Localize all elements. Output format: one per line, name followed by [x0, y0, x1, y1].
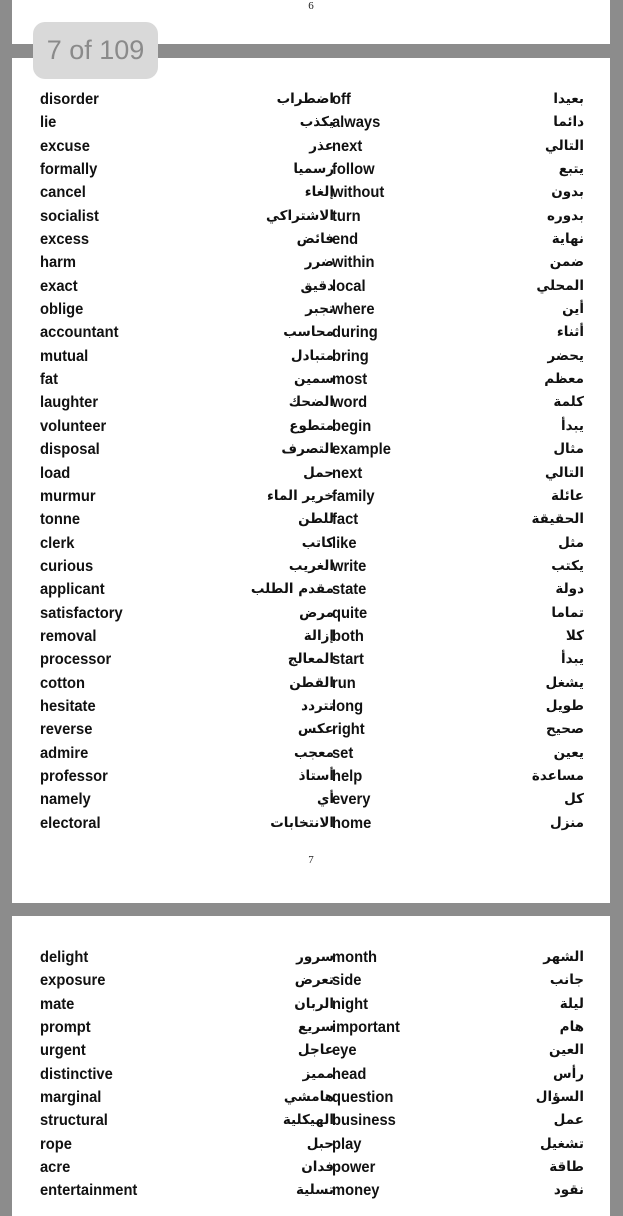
english-word: fact: [332, 511, 359, 529]
arabic-translation: يكذب: [299, 114, 334, 131]
english-word: reverse: [40, 721, 93, 739]
vocab-row: [12, 672, 610, 695]
arabic-translation: المعالج: [287, 651, 334, 668]
arabic-translation: معظم: [544, 371, 584, 388]
english-word: next: [332, 464, 363, 482]
current-page: [12, 58, 610, 903]
arabic-translation: العين: [549, 1042, 584, 1059]
arabic-translation: عاجل: [297, 1042, 334, 1059]
english-word: cancel: [40, 184, 86, 202]
vocab-row: [12, 345, 610, 368]
english-word: satisfactory: [40, 604, 123, 622]
english-word: lie: [40, 114, 57, 132]
arabic-translation: الشهر: [543, 949, 584, 965]
arabic-translation: أثناء: [556, 324, 584, 341]
arabic-translation: المحلي: [536, 277, 584, 294]
arabic-translation: الضحك: [288, 394, 334, 411]
vocab-row: [12, 88, 610, 111]
arabic-translation: سريع: [298, 1019, 334, 1036]
english-word: next: [332, 137, 363, 155]
arabic-translation: مقدم الطلب: [250, 581, 334, 598]
vocab-row: [12, 415, 610, 438]
english-word: important: [332, 1019, 400, 1037]
arabic-translation: بدوره: [547, 207, 584, 224]
arabic-translation: تتردد: [301, 697, 334, 714]
english-word: load: [40, 464, 71, 482]
arabic-translation: يبدأ: [560, 651, 584, 668]
english-word: state: [332, 581, 367, 599]
vocab-row: [12, 1086, 610, 1109]
english-word: bring: [332, 347, 369, 365]
english-word: money: [332, 1182, 380, 1200]
vocab-row: [12, 391, 610, 414]
english-word: run: [332, 674, 356, 692]
english-word: namely: [40, 791, 91, 809]
next-page: [12, 916, 610, 1216]
vocab-row: [12, 368, 610, 391]
arabic-translation: التالي: [544, 464, 584, 481]
arabic-translation: منزل: [550, 814, 584, 831]
arabic-translation: حمل: [303, 464, 334, 481]
english-word: murmur: [40, 487, 96, 505]
vocab-row: [12, 718, 610, 741]
english-word: begin: [332, 417, 372, 435]
arabic-translation: مثل: [558, 534, 584, 551]
english-word: question: [332, 1089, 394, 1107]
arabic-translation: أي: [316, 791, 334, 808]
vocabulary-list: [12, 946, 610, 1203]
arabic-translation: مثال: [553, 441, 584, 458]
vocab-row: [12, 111, 610, 134]
english-word: distinctive: [40, 1065, 113, 1083]
vocab-row: [12, 578, 610, 601]
arabic-translation: الانتخابات: [270, 814, 334, 831]
vocab-row: [12, 765, 610, 788]
english-word: long: [332, 697, 364, 715]
english-word: professor: [40, 767, 108, 785]
english-word: cotton: [40, 674, 85, 692]
vocab-row: [12, 532, 610, 555]
english-word: eye: [332, 1042, 357, 1060]
arabic-translation: تعرض: [294, 972, 334, 989]
vocab-row: [12, 555, 610, 578]
english-word: hesitate: [40, 697, 96, 715]
arabic-translation: يتبع: [558, 161, 584, 178]
arabic-translation: كلا: [565, 627, 584, 644]
english-word: word: [332, 394, 368, 412]
arabic-translation: تماما: [551, 604, 584, 621]
arabic-translation: ضمن: [549, 254, 584, 271]
english-word: prompt: [40, 1019, 91, 1037]
english-word: clerk: [40, 534, 75, 552]
vocab-row: [12, 1179, 610, 1202]
vocab-row: [12, 181, 610, 204]
arabic-translation: الربان: [294, 995, 334, 1012]
english-word: curious: [40, 557, 94, 575]
arabic-translation: تشغيل: [540, 1135, 584, 1152]
english-word: exposure: [40, 972, 106, 990]
english-word: write: [332, 557, 367, 575]
english-word: during: [332, 324, 378, 342]
arabic-translation: عائلة: [550, 487, 584, 504]
english-word: socialist: [40, 207, 99, 225]
english-word: where: [332, 301, 375, 319]
arabic-translation: دقيق: [300, 277, 334, 294]
page-indicator-badge: 7 of 109: [33, 22, 158, 79]
vocab-row: [12, 1156, 610, 1179]
english-word: right: [332, 721, 365, 739]
arabic-translation: الحقيقة: [531, 511, 584, 528]
english-word: applicant: [40, 581, 105, 599]
arabic-translation: مساعدة: [531, 767, 584, 784]
english-word: admire: [40, 744, 89, 762]
arabic-translation: حبل: [306, 1135, 334, 1152]
english-word: quite: [332, 604, 368, 622]
arabic-translation: مرض: [299, 604, 334, 621]
english-word: oblige: [40, 301, 84, 319]
vocab-row: [12, 158, 610, 181]
english-word: urgent: [40, 1042, 86, 1060]
english-word: mutual: [40, 347, 89, 365]
arabic-translation: إزالة: [303, 627, 334, 644]
arabic-translation: بعيدا: [553, 91, 584, 107]
arabic-translation: كل: [564, 791, 584, 808]
arabic-translation: تسلية: [295, 1182, 334, 1199]
english-word: both: [332, 627, 364, 645]
english-word: head: [332, 1065, 367, 1083]
vocab-row: [12, 275, 610, 298]
english-word: play: [332, 1135, 362, 1153]
arabic-translation: متطوع: [289, 417, 334, 434]
english-word: formally: [40, 161, 98, 179]
arabic-translation: الغريب: [288, 557, 334, 574]
english-word: disorder: [40, 91, 99, 108]
english-word: every: [332, 791, 371, 809]
english-word: exact: [40, 277, 78, 295]
english-word: removal: [40, 627, 97, 645]
vocab-row: [12, 462, 610, 485]
vocab-row: [12, 485, 610, 508]
english-word: rope: [40, 1135, 72, 1153]
english-word: acre: [40, 1159, 71, 1177]
arabic-translation: نهاية: [551, 231, 584, 248]
english-word: mate: [40, 995, 75, 1013]
arabic-translation: أين: [562, 301, 584, 318]
english-word: electoral: [40, 814, 101, 832]
arabic-translation: اضطراب: [276, 91, 334, 107]
english-word: marginal: [40, 1089, 102, 1107]
english-word: volunteer: [40, 417, 107, 435]
english-word: laughter: [40, 394, 99, 412]
vocab-row: [12, 742, 610, 765]
english-word: disposal: [40, 441, 100, 459]
arabic-translation: معجب: [294, 744, 334, 761]
english-word: start: [332, 651, 364, 669]
arabic-translation: يشغل: [545, 674, 584, 691]
english-word: excess: [40, 231, 90, 249]
arabic-translation: كاتب: [301, 534, 334, 551]
vocab-row: [12, 1133, 610, 1156]
arabic-translation: سرور: [296, 949, 334, 965]
vocab-row: [12, 1039, 610, 1062]
arabic-translation: مميز: [302, 1065, 334, 1082]
arabic-translation: بدون: [551, 184, 584, 201]
english-word: entertainment: [40, 1182, 138, 1200]
page-number: 7: [308, 854, 314, 866]
vocab-row: [12, 1016, 610, 1039]
arabic-translation: صحيح: [545, 721, 584, 738]
arabic-translation: الاشتراكي: [265, 207, 334, 224]
english-word: help: [332, 767, 363, 785]
english-word: business: [332, 1112, 396, 1130]
english-word: without: [332, 184, 385, 202]
english-word: family: [332, 487, 375, 505]
arabic-translation: السؤال: [535, 1089, 584, 1106]
vocab-row: [12, 625, 610, 648]
vocab-row: [12, 508, 610, 531]
arabic-translation: هامشي: [283, 1089, 334, 1106]
arabic-translation: عمل: [553, 1112, 584, 1129]
english-word: structural: [40, 1112, 108, 1130]
arabic-translation: القطن: [289, 674, 334, 691]
vocab-row: [12, 969, 610, 992]
arabic-translation: دائما: [553, 114, 584, 131]
english-word: example: [332, 441, 391, 459]
arabic-translation: دولة: [555, 581, 584, 598]
english-word: fat: [40, 371, 58, 389]
english-word: delight: [40, 949, 89, 966]
arabic-translation: للطن: [298, 511, 334, 528]
arabic-translation: فدان: [301, 1159, 334, 1176]
vocab-row: [12, 321, 610, 344]
english-word: turn: [332, 207, 361, 225]
english-word: month: [332, 949, 377, 966]
english-word: always: [332, 114, 381, 132]
english-word: set: [332, 744, 354, 762]
arabic-translation: يحضر: [547, 347, 584, 364]
arabic-translation: ليلة: [559, 995, 584, 1012]
english-word: power: [332, 1159, 376, 1177]
vocab-row: [12, 812, 610, 835]
vocab-row: [12, 438, 610, 461]
vocab-row: [12, 602, 610, 625]
vocab-row: [12, 788, 610, 811]
arabic-translation: سمين: [294, 371, 334, 388]
english-word: processor: [40, 651, 112, 669]
page-number: 6: [308, 0, 314, 12]
english-word: excuse: [40, 137, 90, 155]
arabic-translation: نقود: [553, 1182, 584, 1199]
english-word: follow: [332, 161, 375, 179]
english-word: like: [332, 534, 357, 552]
vocab-row: [12, 1109, 610, 1132]
arabic-translation: التصرف: [281, 441, 334, 458]
arabic-translation: طاقة: [549, 1159, 584, 1176]
vocab-row: [12, 993, 610, 1016]
arabic-translation: جانب: [549, 972, 584, 989]
vocab-row: [12, 298, 610, 321]
arabic-translation: متبادل: [290, 347, 334, 364]
vocab-row: [12, 946, 610, 969]
arabic-translation: رأس: [552, 1065, 584, 1082]
vocab-row: [12, 1063, 610, 1086]
english-word: night: [332, 995, 368, 1013]
english-word: tonne: [40, 511, 81, 529]
english-word: side: [332, 972, 362, 990]
arabic-translation: يبدأ: [560, 417, 584, 434]
vocab-row: [12, 251, 610, 274]
arabic-translation: أستاذ: [298, 767, 334, 784]
arabic-translation: إلغاء: [304, 184, 334, 201]
arabic-translation: رسميا: [293, 161, 334, 178]
arabic-translation: عذر: [309, 137, 334, 154]
arabic-translation: هام: [559, 1019, 584, 1036]
english-word: home: [332, 814, 372, 832]
english-word: end: [332, 231, 359, 249]
english-word: harm: [40, 254, 76, 272]
vocab-row: [12, 205, 610, 228]
arabic-translation: طويل: [545, 697, 584, 714]
arabic-translation: محاسب: [283, 324, 334, 341]
vocab-row: [12, 695, 610, 718]
arabic-translation: التالي: [544, 137, 584, 154]
arabic-translation: يكتب: [551, 557, 584, 574]
arabic-translation: خرير الماء: [266, 487, 334, 504]
english-word: within: [332, 254, 375, 272]
english-word: accountant: [40, 324, 119, 342]
english-word: local: [332, 277, 366, 295]
arabic-translation: فائض: [296, 231, 334, 248]
english-word: most: [332, 371, 368, 389]
arabic-translation: ضرر: [304, 254, 334, 271]
arabic-translation: عكس: [297, 721, 334, 738]
vocab-row: [12, 648, 610, 671]
vocab-row: [12, 135, 610, 158]
arabic-translation: يعين: [553, 744, 584, 761]
arabic-translation: تجبر: [305, 301, 334, 318]
english-word: off: [332, 91, 351, 108]
arabic-translation: الهيكلية: [282, 1112, 334, 1129]
arabic-translation: كلمة: [553, 394, 584, 411]
vocab-row: [12, 228, 610, 251]
vocabulary-list: [12, 88, 610, 835]
